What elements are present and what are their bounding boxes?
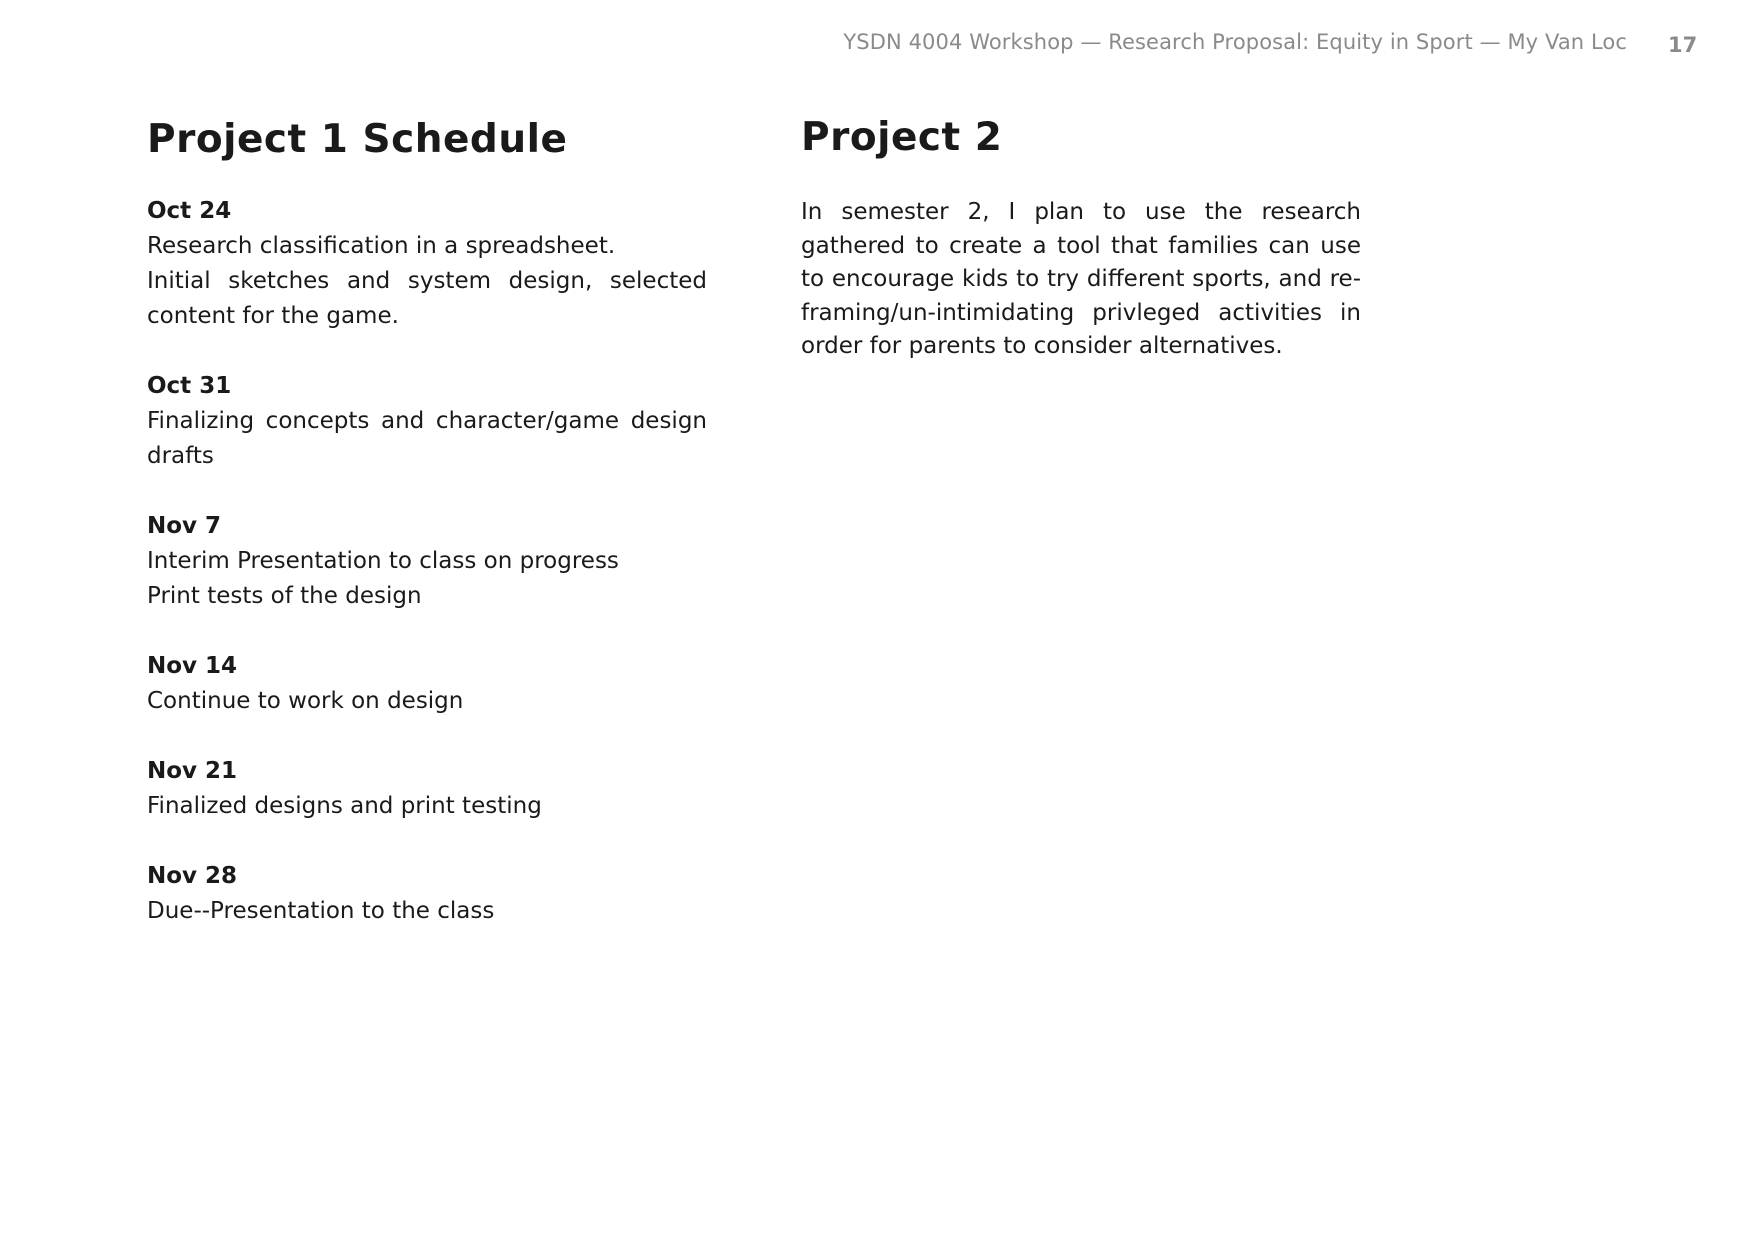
entry-line: Finalizing concepts and character/game design drafts: [147, 408, 707, 469]
entry-line: Interim Presentation to class on progress: [147, 548, 619, 574]
page-number: 17: [1668, 33, 1698, 57]
project2-column: [801, 108, 1361, 387]
schedule-entry: [147, 859, 707, 929]
entry-date: Nov 28: [147, 863, 238, 889]
project2-title: Project 2: [801, 115, 1003, 160]
project2-body: In semester 2, I plan to use the research gathered to create a tool that families can use to encourage kids to try different sports, and re-framing/un-intimidating privleged activities in order for parents to consider alternatives.: [801, 199, 1361, 359]
entry-line: Continue to work on design: [147, 688, 464, 714]
schedule-entry: [147, 509, 707, 614]
entry-line: Research classification in a spreadsheet.: [147, 233, 616, 259]
entry-date: Oct 24: [147, 198, 232, 224]
schedule-entry: [147, 194, 707, 334]
entry-line: Print tests of the design: [147, 583, 422, 609]
entry-line: Finalized designs and print testing: [147, 793, 542, 819]
entry-date: Oct 31: [147, 373, 232, 399]
entry-date: Nov 21: [147, 758, 238, 784]
entry-date: Nov 14: [147, 653, 238, 679]
entry-line: Due--Presentation to the class: [147, 898, 495, 924]
entry-line: Initial sketches and system design, selected content for the game.: [147, 268, 707, 329]
running-header: YSDN 4004 Workshop — Research Proposal: Equity in Sport — My Van Loc: [843, 30, 1627, 54]
schedule-entry: [147, 649, 707, 719]
project1-column: [147, 110, 707, 964]
schedule-entry: [147, 369, 707, 474]
entry-date: Nov 7: [147, 513, 222, 539]
schedule-entry: [147, 754, 707, 824]
project1-title: Project 1 Schedule: [147, 117, 568, 162]
schedule-list: [147, 194, 707, 929]
